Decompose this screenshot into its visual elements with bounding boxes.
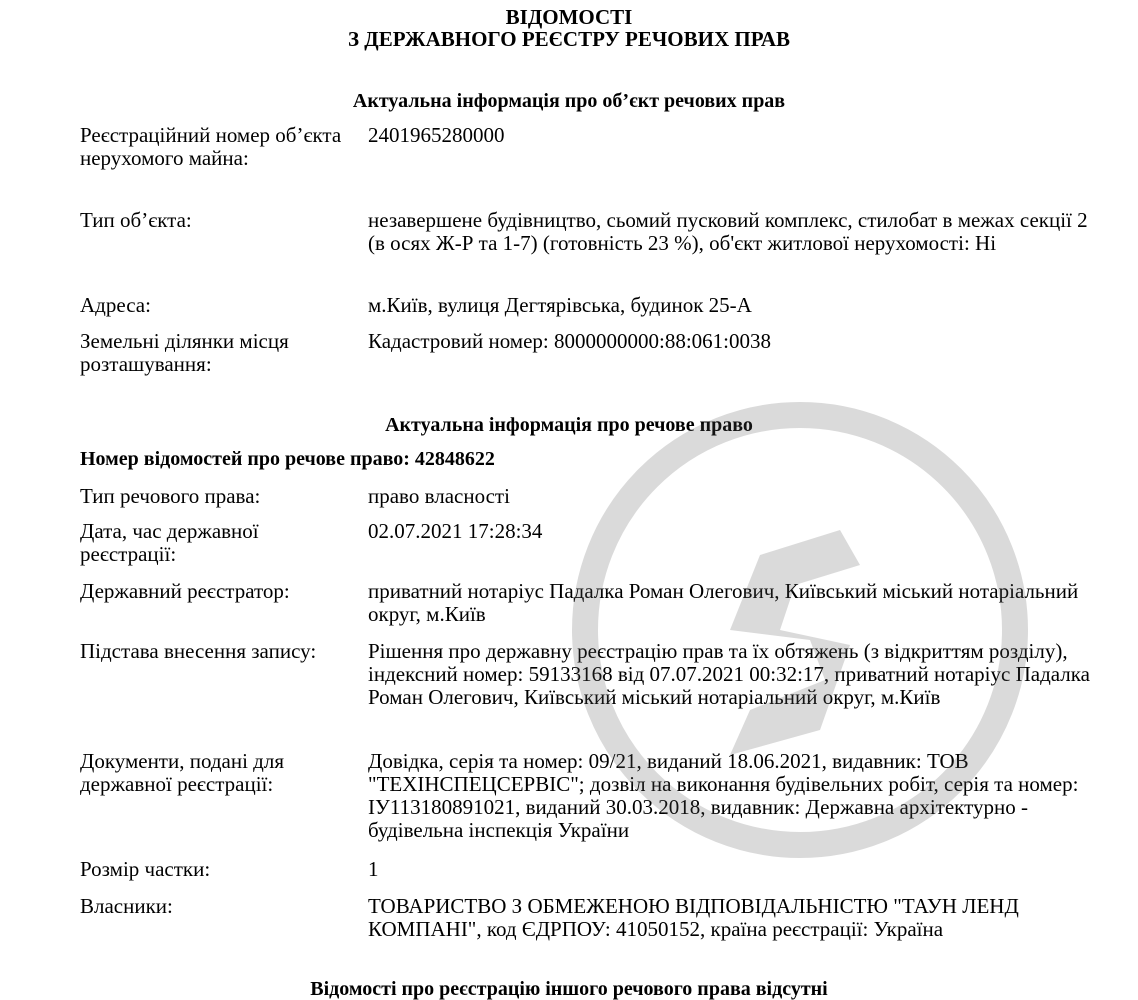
documents-label: Документи, подані для державної реєстрації: [80,749,285,796]
object-section-heading: Актуальна інформація про об’єкт речових прав [352,90,786,112]
owners-label: Власники: [80,894,173,918]
object-type-label: Тип об’єкта: [80,208,192,232]
share-size-label: Розмір частки: [80,857,211,881]
registration-number-value: 2401965280000 [368,123,505,147]
basis-value: Рішення про державну реєстрацію прав та їх обтяжень (з відкриттям розділу), індексний номер: 59133168 від 07.07.2021 00:32:17, приватний нотаріус Падалка Роман Олегович, Київський міський нотаріальний округ, м.Київ [368,639,1090,709]
owners-value: ТОВАРИСТВО З ОБМЕЖЕНОЮ ВІДПОВІДАЛЬНІСТЮ "ТАУН ЛЕНД КОМПАНІ", код ЄДРПОУ: 41050152, країна реєстрації: Україна [368,894,1019,941]
address-label: Адреса: [80,293,151,317]
footer-note: Відомості про реєстрацію іншого речового права відсутні [310,978,828,1000]
document-title: ВІДОМОСТІ [505,5,633,29]
land-plots-value: Кадастровий номер: 8000000000:88:061:0038 [368,329,771,353]
land-plots-label: Земельні ділянки місця розташування: [80,329,289,376]
document-subtitle: З ДЕРЖАВНОГО РЕЄСТРУ РЕЧОВИХ ПРАВ [347,27,791,51]
registration-number-label: Реєстраційний номер об’єкта нерухомого майна: [80,123,342,170]
right-section-heading: Актуальна інформація про речове право [385,414,753,436]
share-size-value: 1 [368,857,379,881]
object-type-value: незавершене будівництво, сьомий пусковий комплекс, стилобат в межах секції 2 (в осях Ж-Р та 1-7) (готовність 23 %), об'єкт житлової нерухомості: Ні [368,208,1088,255]
right-number-line: Номер відомостей про речове право: 42848622 [80,448,495,470]
right-type-label: Тип речового права: [80,484,261,508]
registration-date-value: 02.07.2021 17:28:34 [368,519,543,543]
right-type-value: право власності [368,484,510,508]
registrar-label: Державний реєстратор: [80,579,290,603]
registrar-value: приватний нотаріус Падалка Роман Олегович, Київський міський нотаріальний округ, м.Київ [368,579,1079,626]
registration-date-label: Дата, час державної реєстрації: [80,519,259,566]
address-value: м.Київ, вулиця Дегтярівська, будинок 25-А [368,293,752,317]
basis-label: Підстава внесення запису: [80,639,317,663]
documents-value: Довідка, серія та номер: 09/21, виданий 18.06.2021, видавник: ТОВ "ТЕХІНСПЕЦСЕРВІС"; дозвіл на виконання будівельних робіт, серія та номер: ІУ113180891021, виданий 30.03.2018, видавник: Державна архітектурно - будівельна інспекція України [368,749,1079,842]
